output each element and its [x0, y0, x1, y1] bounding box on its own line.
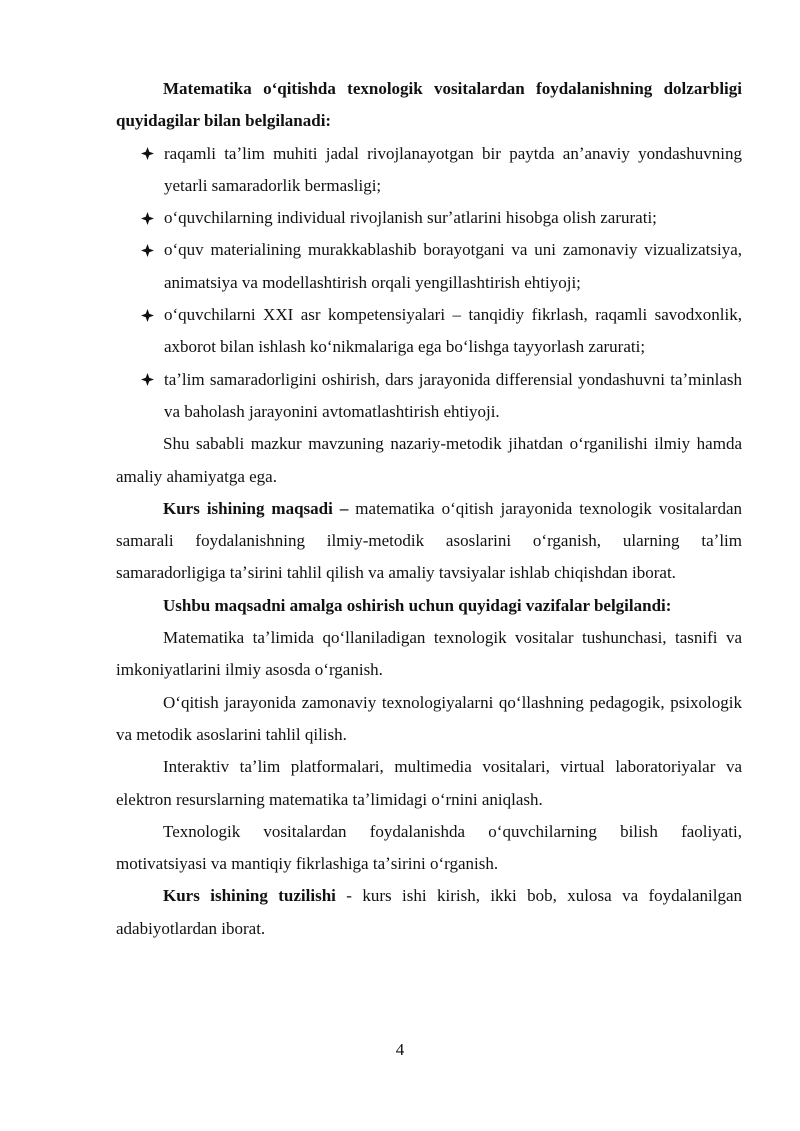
- structure-label: Kurs ishining tuzilishi: [163, 886, 336, 906]
- page-number: 4: [395, 1040, 405, 1059]
- bullet-item: [116, 202, 742, 234]
- structure-text: - kurs ishi kirish, ikki bob, xulosa va foydalanilgan adabiyotlardan iborat.: [116, 886, 742, 938]
- goal-label: Kurs ishining maqsadi –: [163, 498, 349, 518]
- tasks-heading: Ushbu maqsadni amalga oshirish uchun quyidagi vazifalar belgilandi:: [163, 595, 672, 615]
- bullet-item: [116, 234, 742, 299]
- document-page: [116, 73, 742, 945]
- diamond-bullet-icon: [140, 234, 154, 266]
- bullet-text: oʻquvchilarning individual rivojlanish surʼatlarini hisobga olish zarurati;: [164, 208, 657, 228]
- diamond-bullet-icon: [140, 364, 154, 396]
- diamond-bullet-icon: [140, 299, 154, 331]
- intro-section: [116, 73, 742, 138]
- relevance-bullet-list: [116, 138, 742, 429]
- bullet-text: oʻquvchilarni XXI asr kompetensiyalari – tanqidiy fikrlash, raqamli savodxonlik, axborot bilan ishlash koʻnikmalariga ega boʻlishga tayyorlash zarurati;: [164, 305, 742, 357]
- goal-paragraph: [116, 493, 742, 590]
- task-paragraph: Texnologik vositalardan foydalanishda oʻquvchilarning bilish faoliyati, motivatsiyasi va mantiqiy fikrlashiga taʼsirini oʻrganish.: [116, 821, 742, 874]
- task-paragraph: Oʻqitish jarayonida zamonaviy texnologiyalarni qoʻllashning pedagogik, psixologik va metodik asoslarini tahlil qilish.: [116, 692, 742, 744]
- relevance-paragraph: Shu sababli mazkur mavzuning nazariy-metodik jihatdan oʻrganilishi ilmiy hamda amaliy ahamiyatga ega.: [116, 434, 742, 486]
- bullet-item: [116, 299, 742, 364]
- diamond-bullet-icon: [140, 138, 154, 170]
- bullet-text: raqamli taʼlim muhiti jadal rivojlanayotgan bir paytda anʼanaviy yondashuvning yetarli samaradorlik bermasligi;: [164, 143, 742, 195]
- task-paragraph: Matematika taʼlimida qoʻllaniladigan texnologik vositalar tushunchasi, tasnifi va imkoniyatlarini ilmiy asosda oʻrganish.: [116, 628, 742, 680]
- bullet-item: [116, 138, 742, 203]
- goal-text: matematika oʻqitish jarayonida texnologik vositalardan samarali foydalanishning ilmiy-metodik asoslarini oʻrganish, ularning taʼlim samaradorligiga taʼsirini tahlil qilish va amaliy tavsiyalar ishlab chiqishdan iborat.: [116, 498, 742, 583]
- bullet-text: oʻquv materialining murakkablashib borayotgani va uni zamonaviy vizualizatsiya, animatsiya va modellashtirish orqali yengillashtirish ehtiyoji;: [164, 240, 742, 292]
- task-paragraph: Interaktiv taʼlim platformalari, multimedia vositalari, virtual laboratoriyalar va elektron resurslarning matematika taʼlimidagi oʻrnini aniqlash.: [116, 757, 742, 809]
- structure-paragraph: [116, 880, 742, 945]
- diamond-bullet-icon: [140, 202, 154, 234]
- bullet-item: [116, 364, 742, 429]
- bullet-text: taʼlim samaradorligini oshirish, dars jarayonida differensial yondashuvni taʼminlash va baholash jarayonini avtomatlashtirish ehtiyoji.: [164, 369, 742, 421]
- intro-heading: Matematika oʻqitishda texnologik vositalardan foydalanishning dolzarbligi quyidagilar bilan belgilanadi:: [116, 79, 742, 131]
